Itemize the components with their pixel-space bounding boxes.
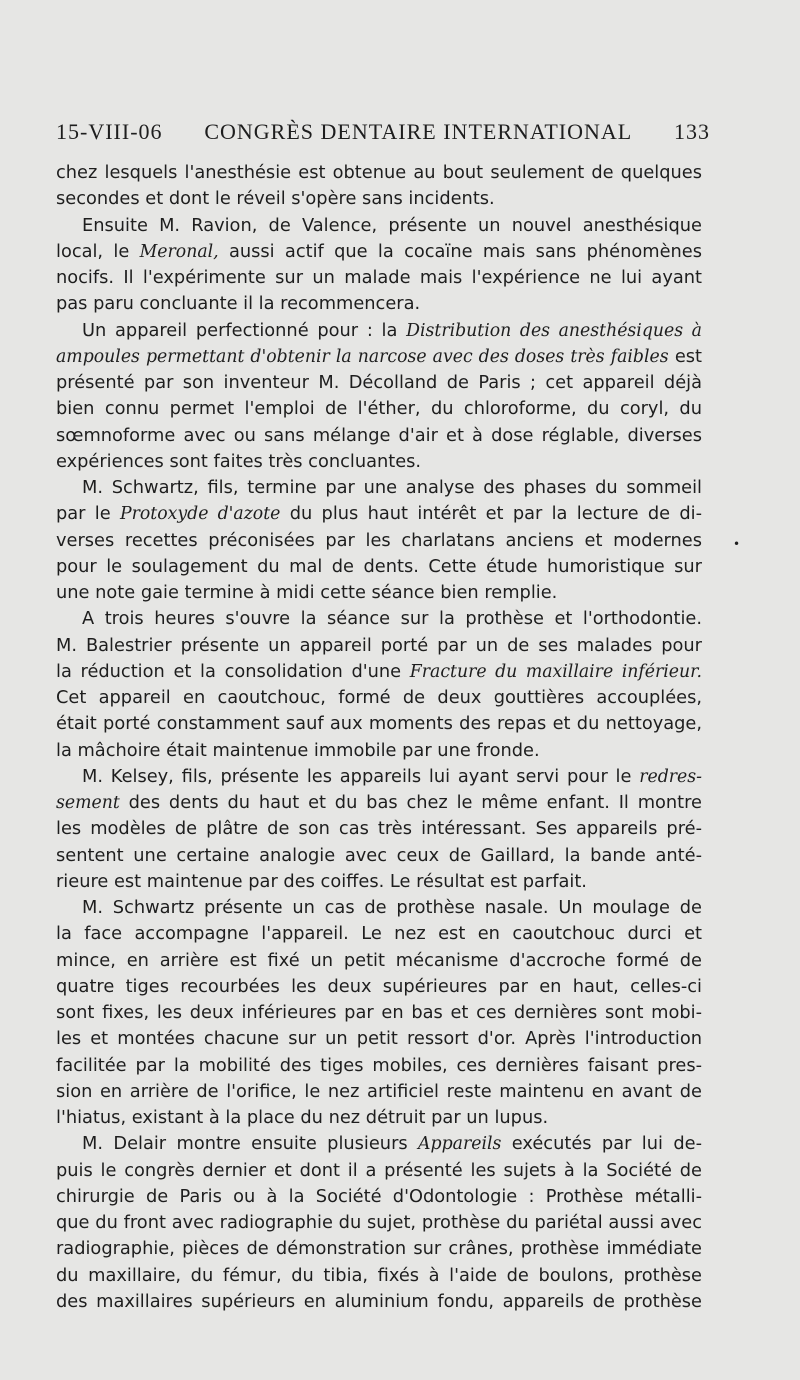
text-line: présenté par son inventeur M. Décolland de Paris ; cet appareil déjà bbox=[56, 372, 702, 393]
italic-term: redres- bbox=[639, 766, 702, 787]
text-line: Ensuite M. Ravion, de Valence, présente un nouvel anesthésique bbox=[82, 214, 702, 236]
italic-term: sement bbox=[56, 793, 120, 813]
italic-term: Appareils bbox=[418, 1134, 502, 1155]
text-line: M. Schwartz, fils, termine par une analyse des phases du sommeil bbox=[82, 477, 702, 498]
text-line: l'hiatus, existant à la place du nez détruit par un lupus. bbox=[56, 1107, 549, 1128]
italic-title: Distribution des anesthésiques à bbox=[406, 320, 702, 341]
text-line: sement des dents du haut et du bas chez le même enfant. Il montre bbox=[56, 792, 702, 813]
text-line: du maxillaire, du fémur, du tibia, fixés à l'aide de boulons, prothèse bbox=[56, 1264, 702, 1286]
text-line: bien connu permet l'emploi de l'éther, du chloroforme, du coryl, du bbox=[56, 398, 702, 420]
italic-title: ampoules permettant d'obtenir la narcose avec des doses très faibles bbox=[56, 346, 669, 367]
text-line: nocifs. Il l'expérimente sur un malade mais l'expérience ne lui ayant bbox=[56, 267, 702, 288]
text-line: que du front avec radiographie du sujet, prothèse du pariétal aussi avec bbox=[56, 1212, 702, 1233]
text-line: M. Schwartz présente un cas de prothèse nasale. Un moulage de bbox=[82, 897, 702, 918]
text-line: rieure est maintenue par des coiffes. Le résultat est parfait. bbox=[56, 870, 587, 892]
text-line: verses recettes préconisées par les charlatans anciens et modernes bbox=[56, 529, 702, 551]
italic-title: Fracture du maxillaire inférieur. bbox=[409, 661, 702, 682]
text-line: local, le Meronal, aussi actif que la cocaïne mais sans phénomènes bbox=[56, 240, 702, 262]
text-line: les et montées chacune sur un petit ressort d'or. Après l'introduction bbox=[56, 1028, 702, 1050]
text-line: A trois heures s'ouvre la séance sur la prothèse et l'orthodontie. bbox=[82, 608, 702, 630]
text-line: puis le congrès dernier et dont il a présenté les sujets à la Société de bbox=[56, 1159, 702, 1181]
text-line: Cet appareil en caoutchouc, formé de deux gouttières accouplées, bbox=[56, 687, 702, 708]
text-line: M. Delair montre ensuite plusieurs Appareils exécutés par lui de- bbox=[82, 1133, 702, 1155]
text-line: pour le soulagement du mal de dents. Cette étude humoristique sur bbox=[56, 555, 702, 577]
text-line: une note gaie termine à midi cette séance bien remplie. bbox=[56, 582, 558, 603]
text-line: par le Protoxyde d'azote du plus haut intérêt et par la lecture de di- bbox=[56, 503, 702, 525]
text-line: mince, en arrière est fixé un petit mécanisme d'accroche formé de bbox=[56, 949, 702, 971]
text-line: sion en arrière de l'orifice, le nez artificiel reste maintenu en avant de bbox=[56, 1080, 702, 1102]
margin-mark: • bbox=[733, 537, 741, 551]
header-date: 15-VIII-06 bbox=[56, 119, 163, 144]
text-line: radiographie, pièces de démonstration sur crânes, prothèse immédiate bbox=[56, 1238, 702, 1260]
text-line: la réduction et la consolidation d'une Fracture du maxillaire inférieur. bbox=[56, 660, 702, 682]
text-line: sœmnoforme avec ou sans mélange d'air et à dose réglable, diverses bbox=[56, 424, 702, 446]
body-text bbox=[56, 160, 702, 1315]
text-line: ampoules permettant d'obtenir la narcose avec des doses très faibles est bbox=[56, 345, 703, 367]
text-line: sont fixes, les deux inférieures par en bas et ces dernières sont mobi- bbox=[56, 1002, 702, 1023]
text-line: quatre tiges recourbées les deux supérieures par en haut, celles-ci bbox=[56, 975, 702, 997]
text-line: chirurgie de Paris ou à la Société d'Odontologie : Prothèse métalli- bbox=[56, 1185, 702, 1207]
text-line: pas paru concluante il la recommencera. bbox=[56, 293, 421, 315]
text-line: était porté constamment sauf aux moments des repas et du nettoyage, bbox=[56, 713, 702, 735]
page-number: 133 bbox=[674, 119, 710, 144]
text-line: Un appareil perfectionné pour : la Distribution des anesthésiques à bbox=[82, 319, 702, 341]
text-line: sentent une certaine analogie avec ceux de Gaillard, la bande anté- bbox=[56, 844, 702, 866]
text-line: des maxillaires supérieurs en aluminium fondu, appareils de prothèse bbox=[56, 1290, 702, 1312]
running-header bbox=[56, 119, 710, 145]
header-title: CONGRÈS DENTAIRE INTERNATIONAL bbox=[204, 119, 633, 144]
text-line: les modèles de plâtre de son cas très intéressant. Ses appareils pré- bbox=[56, 818, 702, 840]
text-line: la mâchoire était maintenue immobile par une fronde. bbox=[56, 739, 540, 761]
text-line: la face accompagne l'appareil. Le nez est en caoutchouc durci et bbox=[56, 923, 702, 945]
text-line: expériences sont faites très concluantes. bbox=[56, 450, 422, 472]
text-line: M. Balestrier présente un appareil porté par un de ses malades pour bbox=[56, 634, 702, 656]
italic-term: Meronal, bbox=[139, 241, 219, 262]
text-line: secondes et dont le réveil s'opère sans incidents. bbox=[56, 188, 495, 210]
italic-term: Protoxyde d'azote bbox=[120, 504, 281, 525]
text-line: M. Kelsey, fils, présente les appareils lui ayant servi pour le redres- bbox=[82, 765, 702, 787]
text-line: chez lesquels l'anesthésie est obtenue au bout seulement de quelques bbox=[56, 162, 702, 183]
text-line: facilitée par la mobilité des tiges mobiles, ces dernières faisant pres- bbox=[56, 1054, 702, 1076]
